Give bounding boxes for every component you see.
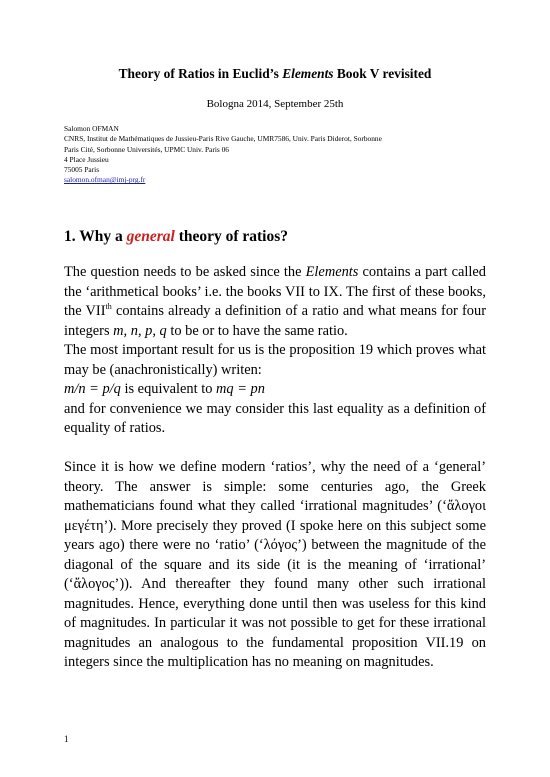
section-heading-part: 1. Why a bbox=[64, 228, 127, 245]
page-number: 1 bbox=[64, 734, 69, 744]
author-email-link[interactable]: salomon.ofman@imj-prg.fr bbox=[64, 175, 146, 185]
text-italic: Elements bbox=[305, 264, 359, 280]
equation: m/n = p/q bbox=[64, 381, 121, 397]
paragraph-gap bbox=[64, 439, 486, 459]
paragraph: Since it is how we define modern ‘ratios’, why the need of a ‘general’ theory. The answer is simple: some centuries ago, the Greek mathematicians found what they called ‘irrational magnitudes’ (‘ἄλογοι μεγέτη’). More precisely they proved (I spoke here on this subject some years ago) there were no ‘ratio’ (‘λόγος’) between the magnitude of the diagonal of the square and its side (it is the meaning of ‘irrational’ (‘ἄλογος’)). And thereafter they found many other such irrational magnitudes. Hence, everything done until then was useless for this kind of magnitudes. In particular it was not possible to get for these irrational magnitudes an analogous to the fundamental proposition VII.19 on integers since the multiplication has no meaning on magnitudes. bbox=[64, 459, 486, 670]
paragraph: The most important result for us is the proposition 19 which proves what may be (anachronistically) writen: bbox=[64, 342, 486, 378]
text-run: to be or to have the same ratio. bbox=[166, 322, 348, 339]
equation: mq = pn bbox=[216, 381, 265, 397]
section-heading bbox=[64, 228, 288, 246]
paragraph bbox=[64, 263, 486, 341]
text-run: contains already a definition of a ratio and what means for four integers bbox=[64, 303, 486, 339]
title-part: Theory of Ratios in Euclid’s bbox=[118, 66, 283, 81]
body-text bbox=[64, 263, 486, 673]
paragraph: and for convenience we may consider this last equality as a definition of equality of ratios. bbox=[64, 400, 486, 436]
affiliation-line: CNRS, Institut de Mathématiques de Jussieu-Paris Rive Gauche, UMR7586, Univ. Paris Diderot, Sorbonne bbox=[64, 134, 382, 144]
title-italic-word: Elements bbox=[282, 66, 334, 81]
affiliation-line: Salomon OFMAN bbox=[64, 124, 119, 133]
paper-subtitle: Bologna 2014, September 25th bbox=[206, 98, 344, 110]
affiliation-line: Paris Cité, Sorbonne Universités, UPMC Univ. Paris 06 bbox=[64, 144, 229, 154]
text-italic: m, n, p, q bbox=[113, 322, 167, 339]
affiliation-line: 4 Place Jussieu bbox=[64, 154, 109, 164]
text-run: is equivalent to bbox=[120, 381, 217, 397]
section-heading-emphasis: general bbox=[126, 228, 175, 245]
author-affiliation bbox=[64, 124, 504, 186]
paper-title bbox=[0, 66, 550, 82]
superscript: th bbox=[105, 302, 112, 312]
affiliation-line: 75005 Paris bbox=[64, 165, 100, 175]
section-heading-part: theory of ratios? bbox=[174, 228, 289, 245]
text-run: The question needs to be asked since the bbox=[64, 264, 306, 280]
title-part: Book V revisited bbox=[333, 66, 432, 81]
equation-line bbox=[64, 380, 486, 400]
text-run: contains a part called the ‘arithmetical books’ i.e. the books VII to IX. The first of these books, the VII bbox=[64, 264, 486, 319]
